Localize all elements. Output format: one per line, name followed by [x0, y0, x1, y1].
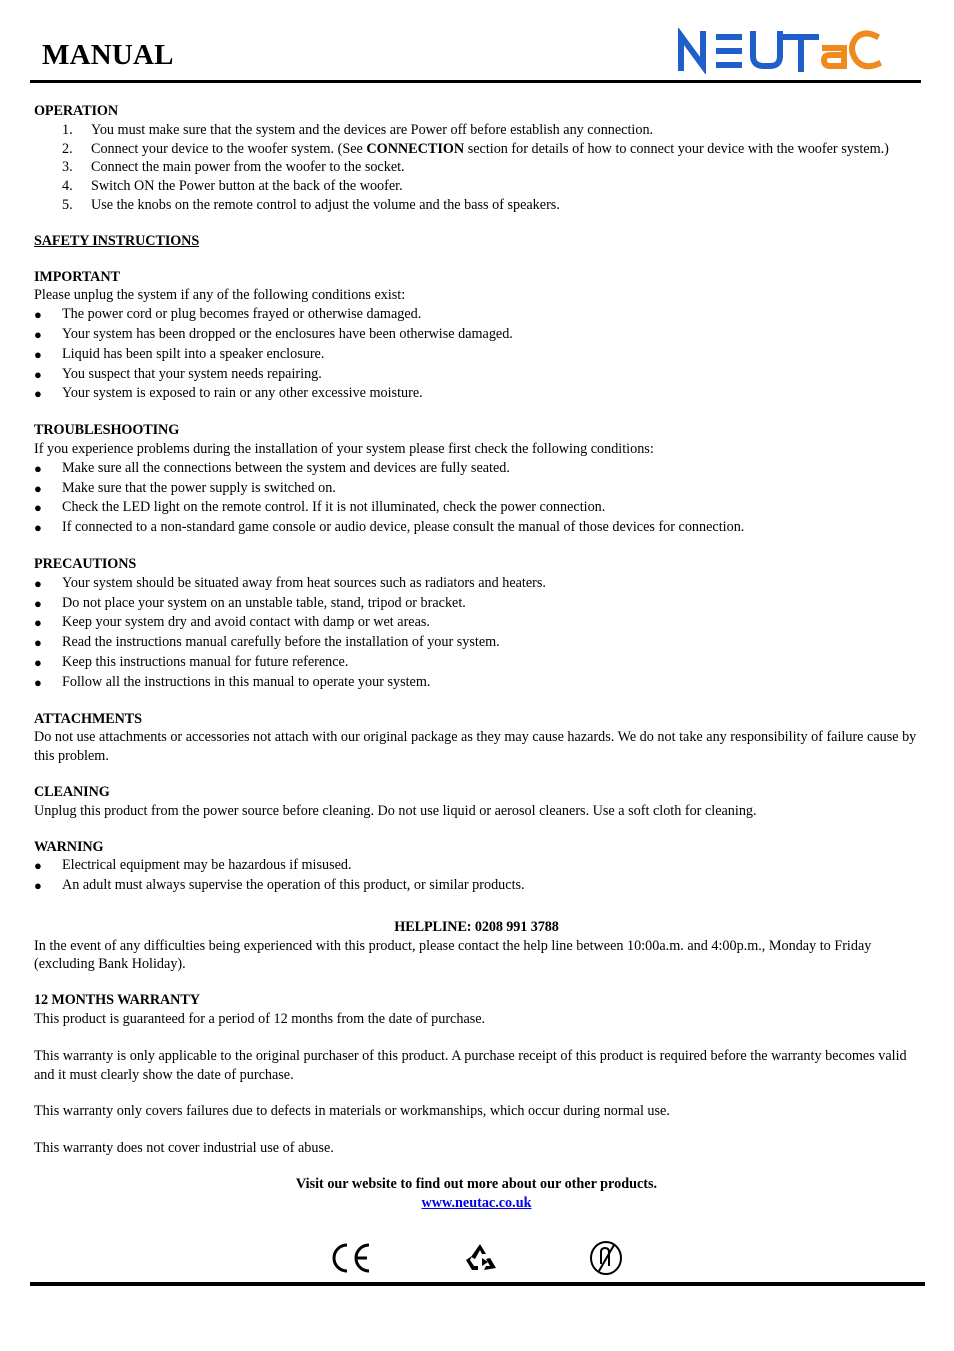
bullet-icon: ●	[34, 858, 42, 874]
precautions-heading: PRECAUTIONS	[34, 555, 137, 572]
list-item-text: If connected to a non-standard game console or audio device, please consult the manual of those devices for connection.	[62, 519, 745, 536]
list-item	[34, 613, 919, 633]
safety-section	[34, 232, 919, 251]
list-item	[34, 305, 919, 325]
helpline-text: In the event of any difficulties being experienced with this product, please contact the help line between 10:00a.m. and 4:00p.m., Monday to Friday (excluding Bank Holiday).	[34, 937, 872, 973]
bullet-icon: ●	[34, 346, 42, 362]
bullet-icon: ●	[34, 366, 42, 382]
list-item	[34, 459, 919, 479]
warranty-paragraph: This warranty only covers failures due to defects in materials or workmanships, which occur during normal use.	[34, 1103, 670, 1120]
bullet-icon: ●	[34, 500, 42, 516]
bullet-icon: ●	[34, 480, 42, 496]
manual-body	[34, 102, 919, 1213]
list-item	[34, 876, 919, 896]
important-intro: Please unplug the system if any of the following conditions exist:	[34, 287, 406, 304]
page-title: MANUAL	[42, 39, 174, 71]
troubleshooting-heading: TROUBLESHOOTING	[34, 422, 180, 439]
list-item-text: Follow all the instructions in this manual to operate your system.	[62, 673, 431, 690]
operation-heading: OPERATION	[34, 103, 118, 119]
important-list	[34, 305, 919, 404]
operation-step	[34, 177, 919, 196]
step-number: 2.	[62, 140, 73, 157]
helpline-heading: HELPLINE: 0208 991 3788	[394, 918, 559, 935]
warranty-section	[34, 991, 919, 1158]
website-link[interactable]: www.neutac.co.uk	[421, 1194, 532, 1211]
list-item	[34, 345, 919, 365]
important-heading: IMPORTANT	[34, 268, 120, 285]
list-item-text: Your system is exposed to rain or any other excessive moisture.	[62, 385, 423, 402]
bullet-icon: ●	[34, 386, 42, 402]
website-line	[34, 1194, 919, 1213]
bullet-icon: ●	[34, 615, 42, 631]
footer-divider	[30, 1282, 925, 1286]
safety-heading: SAFETY INSTRUCTIONS	[34, 232, 200, 249]
warranty-heading: 12 MONTHS WARRANTY	[34, 992, 200, 1009]
list-item	[34, 633, 919, 653]
operation-section	[34, 102, 919, 215]
list-item	[34, 479, 919, 499]
step-number: 3.	[62, 159, 73, 176]
important-section	[34, 268, 919, 405]
warning-section	[34, 838, 919, 896]
list-item-text: You suspect that your system needs repairing.	[62, 365, 322, 382]
list-item-text: Make sure all the connections between the system and devices are fully seated.	[62, 459, 510, 476]
list-item-text: Read the instructions manual carefully before the installation of your system.	[62, 634, 500, 651]
list-item	[34, 498, 919, 518]
step-text-bold: CONNECTION	[366, 140, 465, 157]
list-item-text: Your system should be situated away from heat sources such as radiators and heaters.	[62, 574, 546, 591]
list-item-text: Keep this instructions manual for future reference.	[62, 653, 349, 670]
attachments-section	[34, 710, 919, 766]
step-text-pre: Connect your device to the woofer system. (See	[91, 140, 367, 157]
troubleshooting-list	[34, 459, 919, 538]
warning-heading: WARNING	[34, 838, 104, 855]
bullet-icon: ●	[34, 460, 42, 476]
step-text-post: section for details of how to connect your device with the woofer system.)	[464, 140, 889, 157]
bullet-icon: ●	[34, 307, 42, 323]
step-text: Switch ON the Power button at the back of the woofer.	[91, 178, 403, 195]
cleaning-heading: CLEANING	[34, 783, 110, 800]
recycle-icon	[458, 1240, 502, 1276]
visit-text: Visit our website to find out more about our other products.	[295, 1176, 658, 1193]
bullet-icon: ●	[34, 674, 42, 690]
list-item-text: Do not place your system on an unstable table, stand, tripod or bracket.	[62, 594, 466, 611]
cleaning-text: Unplug this product from the power source before cleaning. Do not use liquid or aerosol cleaners. Use a soft cloth for cleaning.	[34, 802, 757, 819]
list-item	[34, 325, 919, 345]
warranty-paragraph: This warranty does not cover industrial use of abuse.	[34, 1140, 334, 1157]
list-item-text: Check the LED light on the remote control. If it is not illuminated, check the power connection.	[62, 499, 606, 516]
list-item	[34, 653, 919, 673]
list-item	[34, 673, 919, 693]
list-item-text: Keep your system dry and avoid contact with damp or wet areas.	[62, 614, 430, 631]
warranty-paragraph: This warranty is only applicable to the original purchaser of this product. A purchase receipt of this product is required before the warranty becomes valid and it must clearly show the date of purchase.	[34, 1047, 907, 1083]
step-number: 5.	[62, 196, 73, 213]
list-item	[34, 594, 919, 614]
plug-symbol-icon	[584, 1240, 628, 1276]
step-number: 4.	[62, 178, 73, 195]
list-item	[34, 384, 919, 404]
step-number: 1.	[62, 121, 73, 138]
bullet-icon: ●	[34, 520, 42, 536]
bullet-icon: ●	[34, 595, 42, 611]
attachments-heading: ATTACHMENTS	[34, 710, 142, 727]
compliance-symbols	[0, 1240, 954, 1278]
warranty-paragraph: This product is guaranteed for a period of 12 months from the date of purchase.	[34, 1011, 486, 1028]
operation-step	[34, 140, 919, 159]
list-item	[34, 856, 919, 876]
operation-step	[34, 121, 919, 140]
warning-list	[34, 856, 919, 896]
list-item-text: An adult must always supervise the operation of this product, or similar products.	[62, 877, 525, 894]
bullet-icon: ●	[34, 654, 42, 670]
list-item-text: Make sure that the power supply is switched on.	[62, 479, 336, 496]
step-text: Connect the main power from the woofer to the socket.	[91, 159, 405, 176]
operation-steps	[34, 121, 919, 215]
list-item-text: Your system has been dropped or the enclosures have been otherwise damaged.	[62, 325, 513, 342]
operation-step	[34, 196, 919, 215]
bullet-icon: ●	[34, 878, 42, 894]
cleaning-section	[34, 783, 919, 821]
footer-section	[34, 1175, 919, 1213]
step-text: You must make sure that the system and the devices are Power off before establish any connection.	[91, 121, 654, 138]
list-item-text: Liquid has been spilt into a speaker enclosure.	[62, 345, 325, 362]
list-item	[34, 365, 919, 385]
operation-step	[34, 158, 919, 177]
bullet-icon: ●	[34, 326, 42, 342]
list-item	[34, 574, 919, 594]
bullet-icon: ●	[34, 635, 42, 651]
ce-mark-icon	[328, 1240, 372, 1276]
precautions-section	[34, 555, 919, 693]
troubleshooting-intro: If you experience problems during the installation of your system please first check the following conditions:	[34, 440, 654, 457]
header-divider	[30, 80, 921, 83]
list-item-text: The power cord or plug becomes frayed or otherwise damaged.	[62, 306, 422, 323]
helpline-section	[34, 918, 919, 974]
step-text: Use the knobs on the remote control to adjust the volume and the bass of speakers.	[91, 196, 560, 213]
troubleshooting-section	[34, 421, 919, 538]
list-item-text: Electrical equipment may be hazardous if misused.	[62, 857, 352, 874]
precautions-list	[34, 574, 919, 693]
bullet-icon: ●	[34, 575, 42, 591]
attachments-text: Do not use attachments or accessories not attach with our original package as they may cause hazards. We do not take any responsibility of failure cause by this problem.	[34, 729, 917, 765]
neutac-logo	[676, 28, 882, 74]
list-item	[34, 518, 919, 538]
